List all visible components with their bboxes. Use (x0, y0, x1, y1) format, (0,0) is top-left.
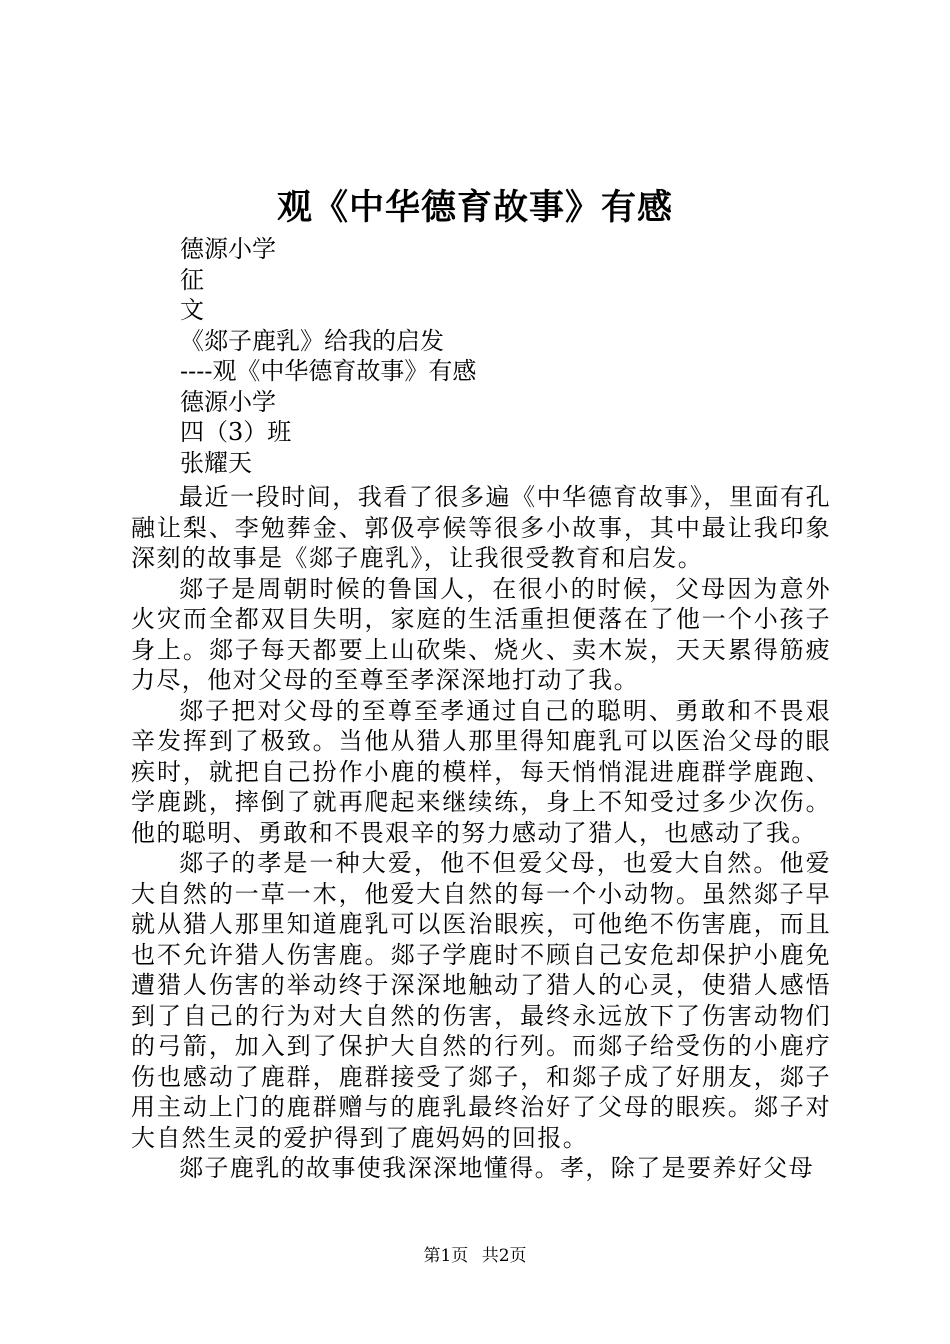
essay-subtitle: ----观《中华德育故事》有感 (180, 357, 477, 385)
author-name: 张耀天 (180, 448, 252, 477)
author-info-block (180, 234, 830, 478)
paragraph: 郯子是周朝时候的鲁国人，在很小的时候，父母因为意外火灾而全都双目失明，家庭的生活重担便落在了他一个小孩子身上。郯子每天都要上山砍柴、烧火、卖木炭，天天累得筋疲力尽，他对父母的至尊至孝深深地打动了我。 (131, 574, 831, 694)
author-class: 四（3）班 (180, 418, 292, 446)
author-school: 德源小学 (180, 387, 276, 416)
page-number-current: 第1页 (423, 1246, 469, 1266)
essay-title: 《郯子鹿乳》给我的启发 (180, 326, 444, 355)
paragraph: 最近一段时间，我看了很多遍《中华德育故事》，里面有孔融让梨、李勉葬金、郭伋亭候等很多小故事，其中最让我印象深刻的故事是《郯子鹿乳》，让我很受教育和启发。 (131, 483, 831, 572)
paragraph: 郯子鹿乳的故事使我深深地懂得。孝，除了是要养好父母 (179, 1154, 814, 1182)
page-number-total: 共2页 (481, 1246, 527, 1266)
page-footer (0, 1244, 950, 1268)
paragraph: 郯子的孝是一种大爱，他不但爱父母，也爱大自然。他爱大自然的一草一木，他爱大自然的每一个小动物。虽然郯子早就从猎人那里知道鹿乳可以医治眼疾，可他绝不伤害鹿，而且也不允许猎人伤害鹿。郯子学鹿时不顾自己安危却保护小鹿免遭猎人伤害的举动终于深深地触动了猎人的心灵，使猎人感悟到了自己的行为对大自然的伤害，最终永远放下了伤害动物们的弓箭，加入到了保护大自然的行列。而郯子给受伤的小鹿疗伤也感动了鹿群，鹿群接受了郯子，和郯子成了好朋友，郯子用主动上门的鹿群赠与的鹿乳最终治好了父母的眼疾。郯子对大自然生灵的爱护得到了鹿妈妈的回报。 (131, 849, 831, 1152)
meta-line-wen: 文 (180, 296, 204, 324)
essay-body (131, 482, 831, 1184)
paragraph: 郯子把对父母的至尊至孝通过自己的聪明、勇敢和不畏艰辛发挥到了极致。当他从猎人那里得知鹿乳可以医治父母的眼疾时，就把自己扮作小鹿的模样，每天悄悄混进鹿群学鹿跑、学鹿跳，摔倒了就再爬起来继续练，身上不知受过多少次伤。他的聪明、勇敢和不畏艰辛的努力感动了猎人，也感动了我。 (131, 696, 831, 847)
document-title: 观《中华德育故事》有感 (276, 187, 673, 228)
meta-line-zheng: 征 (180, 265, 204, 294)
meta-line-school: 德源小学 (180, 235, 276, 263)
